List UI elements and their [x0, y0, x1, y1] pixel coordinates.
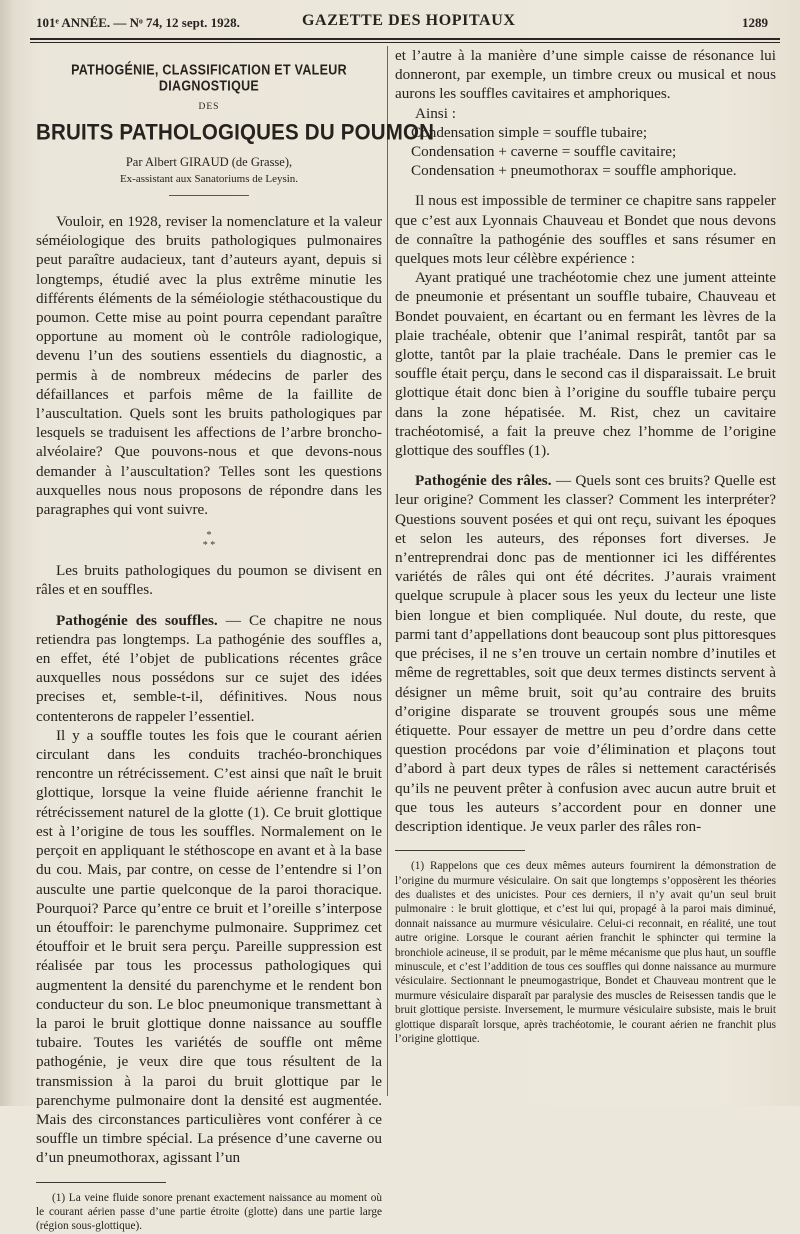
issue-info: 101ᵉ ANNÉE. — Nᵒ 74, 12 sept. 1928.: [36, 15, 240, 30]
title-connector: DES: [198, 102, 220, 112]
supra-title: PATHOGÉNIE, CLASSIFICATION ET VALEUR DIAGNOSTIQUE: [71, 61, 347, 95]
header-rule-thin: [30, 42, 780, 43]
souffles-section: [36, 611, 382, 726]
formula-line: Condensation simple = souffle tubaire;: [411, 123, 648, 141]
author-affiliation: Ex-assistant aux Sanatoriums de Leysin.: [119, 173, 299, 185]
footnote-rule: [395, 850, 525, 851]
souffles-intro: — Ce chapitre ne nous retiendra pas longtemps. La pathogénie des souffles a, en effet, été l’objet de publications récentes grâce auxquelles nous possédons sur ce sujet des idées precises et, semble-t-il, définitives. Nous nous contenterons de rappeler l’essentiel.: [36, 611, 382, 725]
intro-paragraph: Vouloir, en 1928, reviser la nomenclature et la valeur séméiologique des bruits pathologiques pulmonaires peut paraître audacieux, tant d’auteurs ayant, depuis si longtemps, étudié avec la plus extrême minutie les différents éléments de la séméiologie stéthacoustique du poumon. Cette mise au point pourra cependant paraître opportune au moment où le contrôle radiologique, devenu l’un des soutiens essentiels du diagnostic, a permis à de nombreux médecins de parler des défaillances et parfois même de la faillite de l’auscultation. Quels sont les bruits pathologiques par lesquels se traduisent les affections de l’arbre broncho-alvéolaire? Que pouvons-nous et que devons-nous demander à l’auscultation? Telles sont les questions auxquelles nous nous proposons de répondre dans les paragraphes qui vont suivre.: [36, 213, 382, 519]
rales-paragraph: — Quels sont ces bruits? Quelle est leur origine? Comment les classer? Comment les interpréter? Questions souvent posées et qui ont reçu, suivant les époques et selon les auteurs, des réponses fort diverses. Je n’entreprendrai donc pas de mentionner ici les différentes variétés de râles qui ont été décrites. J’aurais vraiment quelque scrupule à placer sous les yeux du lecteur une liste bien longue et bien compliquée. Nul doute, du reste, que parmi tant d’appellations dont beaucoup sont plus pittoresques que précises, il ne s’en trouve un certain nombre d’inutiles et même de regrettables, soit que deux termes distincts servent à désigner un même bruit, soit qu’au contraire des bruits d’origine disparate se trouvent groupés sous une même étiquette. Pour essayer de mettre un peu d’ordre dans cette question procédons par voie d’élimination et plaçons tout d’abord à part deux types de râles si nettement caractérisés qu’ils ne peuvent prêter à confusion avec aucun autre bruit et que tous les auteurs s’accordent pour en donner une description identique. Je veux parler des râles ron-: [395, 472, 776, 835]
journal-title: GAZETTE DES HOPITAUX: [302, 12, 516, 29]
header-rule: [30, 38, 780, 40]
article-title: BRUITS PATHOLOGIQUES DU POUMON: [36, 120, 435, 145]
souffles-heading: Pathogénie des souffles.: [56, 611, 218, 629]
left-column: [36, 46, 435, 1234]
footnote-left: (1) La veine fluide sonore prenant exactement naissance au moment où le courant aérien passe d’une partie étroite (glotte) dans une partie large (région sous-glottique).: [36, 1191, 382, 1233]
continuation-paragraph: et l’autre à la manière d’une simple caisse de résonance lui donneront, par exemple, un timbre creux ou musical et nous aurons les souffles cavitaires et amphoriques.: [395, 47, 776, 103]
lyonnais-paragraph: Il nous est impossible de terminer ce chapitre sans rappeler que c’est aux Lyonnais Chauveau et Bondet que nous devons de connaître la pathogénie des souffles et sans résumer en quelques mots leur célèbre expérience :: [395, 192, 776, 268]
column-divider: [387, 46, 388, 1096]
rales-heading: Pathogénie des râles.: [415, 472, 552, 490]
running-head: [36, 11, 778, 37]
division-paragraph: Les bruits pathologiques du poumon se divisent en râles et en souffles.: [36, 562, 382, 599]
section-ornament: * * *: [202, 530, 216, 552]
experience-paragraph: Ayant pratiqué une trachéotomie chez une jument atteinte de pneumonie et présentant un souffle tubaire, Chauveau et Bondet pouvaient, en écartant ou en fermant les lèvres de la plaie trachéale, obtenir que l’animal respirât, tantôt par sa glotte, tantôt par la plaie trachéale. Dans le premier cas le souffle était perçu, dans le second cas il disparaissait. Le bruit glottique était donc bien à l’origine du souffle tubaire perçu dans la zone hépatisée. M. Rist, chez un cavitaire trachéotomisé, a fait la preuve chez l’homme de l’origine glottique des souffles (1).: [395, 269, 776, 460]
formula-line: Condensation + pneumothorax = souffle amphorique.: [411, 162, 737, 180]
author-line: Par Albert GIRAUD (de Grasse),: [125, 155, 293, 169]
footnote-rule: [36, 1182, 166, 1183]
ainsi-line: Ainsi :: [415, 104, 456, 122]
right-column: [395, 46, 776, 1046]
footnote-right: (1) Rappelons que ces deux mêmes auteurs fournirent la démonstration de l’origine du murmure vésiculaire. On sait que longtemps s’opposèrent les théories des dualistes et des unicistes. Pour ces derniers, il n’y avait qu’un seul bruit pulmonaire : le bruit glottique, et c’est lui qui, propagé à la paroi mais diminué, donnait naissance au murmure vésiculaire. Celui-ci reconnait, en réalité, une tout autre origine. Lorsque le courant aérien franchit le sphincter qui termine la bronchiole acineuse, il se produit, par le même mécanisme que plus haut, un souffle minuscule, et c’est l’addition de tous ces souffles qui donne naissance au murmure vésiculaire. Sectionnant le pneumogastrique, Bondet et Chauveau montrent que le murmure vésiculaire disparaît par paralysie des muscles de Reisessen tandis que le bruit glottique persiste. Inversement, le murmure vésiculaire subsiste, mais le bruit glottique disparaît lorsque, après trachéotomie, le courant aérien ne franchit plus l’origine glottique.: [395, 860, 776, 1045]
formula-line: Condensation + caverne = souffle cavitaire;: [411, 143, 677, 161]
rales-section: [395, 471, 776, 836]
souffle-paragraph: Il y a souffle toutes les fois que le courant aérien circulant dans les conduits trachéo-bronchiques rencontre un rétrécissement. C’est ainsi que naît le bruit glottique, lorsque la veine fluide aérienne franchit le rétrécissement naturel de la glotte (1). Ce bruit glottique est à l’origine de tous les souffles. Normalement on le perçoit en appliquant le stéthoscope en avant et à la base du cou. Mais, par contre, on cesse de l’entendre si l’on ausculte une partie quelconque de la paroi thoracique. Pourquoi? Parce qu’entre ce bruit et l’oreille s’interpose un étouffoir: le parenchyme pulmonaire. Supprimez cet étouffoir et le bruit sera perçu. Pareille suppression est réalisée par tous les processus pathologiques qui augmentent la densité du parenchyme et le rendent bon conducteur du son. Le bloc pneumonique transmettant à la paroi le bruit glottique donne naissance au souffle tubaire. Toutes les variétés de souffle ont même pathogénie, je veux dire que tous résultent de la transmission à la paroi du bruit glottique par le parenchyme pulmonaire dont la densité est augmentée. Mais des circonstances particulières vont conférer à ce souffle un timbre spécial. La présence d’une caverne ou d’un pneumothorax, agissant l’un: [36, 726, 382, 1167]
page-number: 1289: [742, 15, 768, 30]
